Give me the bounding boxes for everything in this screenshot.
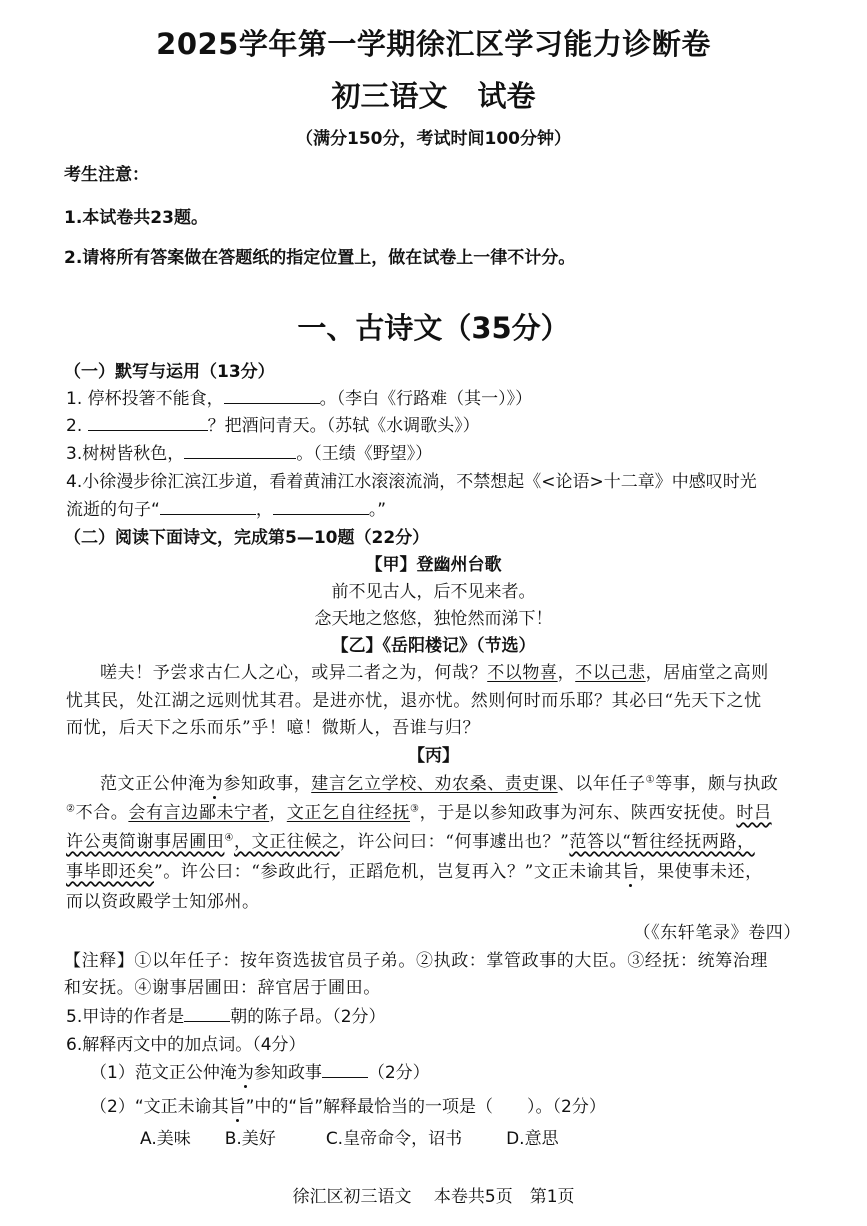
underlined-phrase: 不以己悲	[575, 663, 646, 683]
wavy-underlined-phrase: 时吕	[736, 803, 772, 823]
underlined-phrase: 不以物喜	[487, 663, 558, 683]
text-yi-line-2: 忧其民，处江湖之远则忧其君。是进亦忧，退亦忧。然则何时而乐耶？其必曰“先天下之忧	[66, 691, 762, 711]
subject-name: 初三语文	[331, 79, 448, 113]
question-2: 2. ？把酒问青天。（苏轼《水调歌头》）	[66, 416, 480, 436]
section-title: 一、古诗文（35分）	[297, 311, 570, 345]
question-4-continued: 流逝的句子“ ， 。”	[66, 500, 387, 520]
wavy-underlined-phrase: 范答以“暂往经抚两路，	[569, 832, 755, 852]
answer-blank	[160, 498, 256, 515]
answer-blank	[273, 498, 369, 515]
text-yi-line-3: 而忧，后天下之乐而乐”乎！噫！微斯人，吾谁与归？	[66, 718, 481, 738]
dotted-word: 为	[205, 774, 224, 794]
question-1: 1. 停杯投箸不能食， 。（李白《行路难（其一）》）	[66, 389, 533, 409]
exam-info: （满分150分，考试时间100分钟）	[296, 129, 571, 149]
answer-blank	[224, 387, 320, 404]
option-d: D.意思	[506, 1129, 559, 1149]
answer-blank	[88, 414, 208, 431]
part2-heading: （二）阅读下面诗文，完成第5—10题（22分）	[64, 528, 430, 548]
option-b: B.美好	[224, 1129, 276, 1149]
text-bing-line-1: 范文正公仲淹为参知政事，建言乞立学校、劝农桑、责吏课、以年任子①等事，颇与执政	[100, 774, 779, 794]
dotted-word: 为	[236, 1063, 254, 1083]
answer-blank	[322, 1061, 368, 1078]
annotation-line-1: 【注释】①以年任子：按年资选拔官员子弟。②执政：掌管政事的大臣。③经抚：统筹治理	[64, 951, 768, 971]
exam-subtitle	[0, 74, 867, 115]
annotation-line-2: 和安抚。④谢事居圃田：辞官居于圃田。	[64, 978, 381, 998]
part1-heading: （一）默写与运用（13分）	[64, 362, 275, 382]
text-yi-line-1: 嗟夫！予尝求古仁人之心，或异二者之为，何哉？不以物喜，不以己悲，居庙堂之高则	[100, 663, 769, 683]
wavy-underlined-phrase: 事毕即还矣	[66, 862, 154, 882]
exam-title: 2025学年第一学期徐汇区学习能力诊断卷	[156, 27, 711, 61]
poem-jia-line-2: 念天地之悠悠，独怆然而涕下！	[314, 609, 553, 629]
wavy-underlined-phrase: 许公夷简谢事居圃田	[66, 832, 225, 852]
text-bing-line-5: 而以资政殿学士知邠州。	[66, 892, 260, 912]
note-marker: ④	[224, 832, 234, 844]
dotted-word: 旨	[228, 1097, 246, 1117]
poem-jia-line-1: 前不见古人，后不见来者。	[331, 582, 536, 602]
question-5: 5.甲诗的作者是 朝的陈子昂。（2分）	[66, 1007, 386, 1027]
question-6-1: （1）范文正公仲淹为参知政事 （2分）	[90, 1063, 430, 1083]
question-6-2: （2）“文正未谕其旨”中的“旨”解释最恰当的一项是（ ）。（2分）	[90, 1097, 606, 1117]
question-6-2-options	[140, 1124, 559, 1149]
dotted-word: 旨	[621, 862, 640, 882]
source-citation: （《东轩笔录》卷四）	[633, 923, 801, 943]
notice-item-2: 2.请将所有答案做在答题纸的指定位置上，做在试卷上一律不计分。	[64, 248, 576, 268]
text-bing-title: 【丙】	[408, 746, 459, 766]
underlined-phrase: 会有言边鄙未宁者	[128, 803, 270, 823]
paper-type: 试卷	[477, 79, 536, 113]
text-bing-line-2: ②不合。会有言边鄙未宁者，文正乞自往经抚③，于是以参知政事为河东、陕西安抚使。时吕	[66, 803, 772, 823]
question-4: 4.小徐漫步徐汇滨江步道，看着黄浦江水滚滚流淌，不禁想起《<论语>十二章》中感叹时光	[66, 472, 757, 492]
page-footer: 徐汇区初三语文 本卷共5页 第1页	[292, 1187, 575, 1207]
notice-heading: 考生注意：	[64, 165, 149, 185]
text-bing-line-3: 许公夷简谢事居圃田④，文正往候之，许公问曰：“何事遽出也？”范答以“暂往经抚两路，	[66, 832, 755, 852]
wavy-underlined-phrase: ，文正往候之	[233, 832, 340, 852]
note-marker: ①	[645, 774, 656, 786]
option-c: C.皇帝命令，诏书	[325, 1129, 463, 1149]
note-marker: ②	[66, 803, 76, 815]
underlined-phrase: 文正乞自往经抚	[286, 803, 411, 823]
answer-blank	[184, 1005, 230, 1022]
option-a: A.美味	[140, 1129, 191, 1149]
note-marker: ③	[410, 803, 420, 815]
poem-jia-title: 【甲】登幽州台歌	[365, 555, 502, 575]
question-6: 6.解释丙文中的加点词。（4分）	[66, 1035, 306, 1055]
text-yi-title: 【乙】《岳阳楼记》（节选）	[331, 636, 536, 656]
question-3: 3.树树皆秋色， 。（王绩《野望》）	[66, 444, 433, 464]
text-bing-line-4: 事毕即还矣”。许公曰：“参政此行，正蹈危机，岂复再入？”文正未谕其旨，果使事未还，	[66, 862, 763, 882]
answer-blank	[184, 442, 296, 459]
notice-item-1: 1.本试卷共23题。	[64, 208, 208, 228]
underlined-phrase: 建言乞立学校、劝农桑、责吏课	[311, 774, 558, 794]
